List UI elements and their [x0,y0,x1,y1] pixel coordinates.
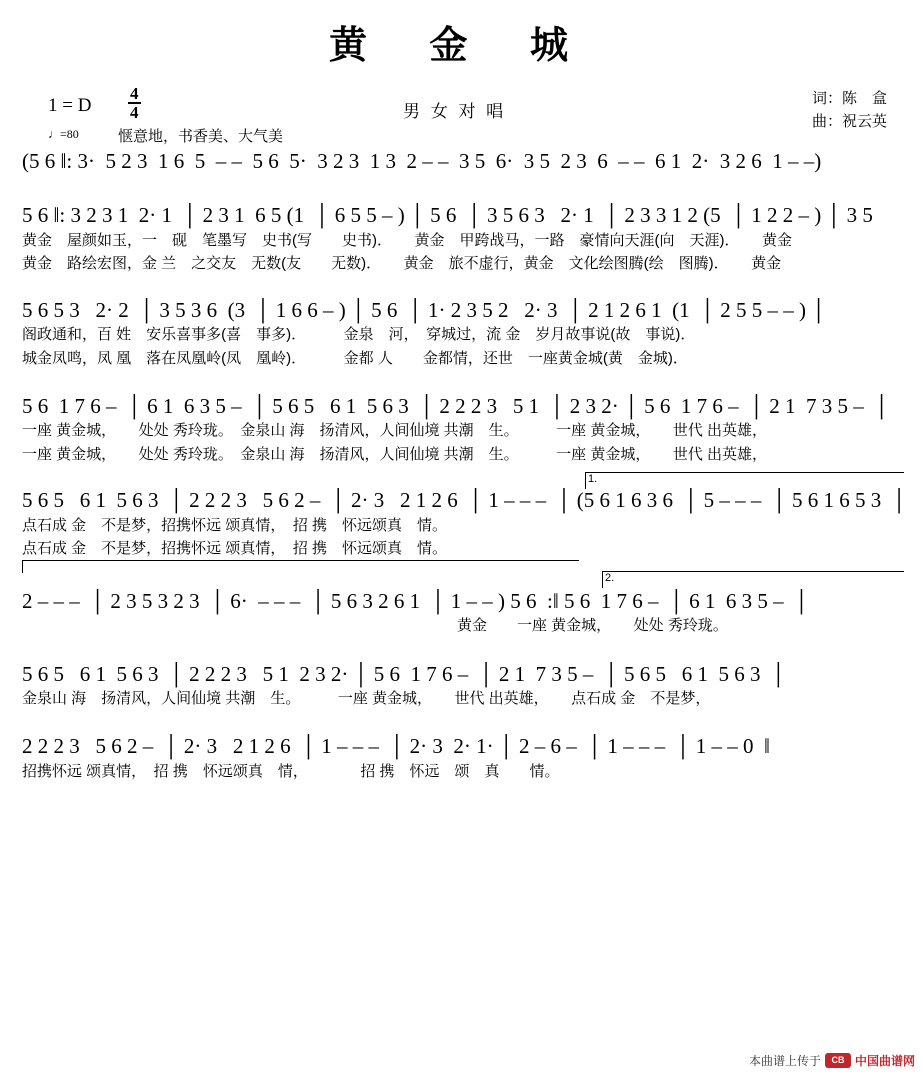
notation-line: 5 6 1 7 6 – │ 6 1 6 3 5 – │ 5 6 5 6 1 5 6 3 │ 2 2 2 3 5 1 │ 2 3 2· │ 5 6 1 7 6 – │ 2 1 7 3 5 – │ [22,394,890,419]
music-system [22,473,907,560]
notation-line: 5 6 ‖: 3 2 3 1 2· 1 │ 2 3 1 6 5 (1 │ 6 5 5 – ) │ 5 6 │ 3 5 6 3 2· 1 │ 2 3 3 1 2 (5 │ 1 2 2 – ) │ 3 5 [22,203,873,228]
lyric-line-verse2: 城金凤鸣，凤 凰 落在凤凰岭(凤 凰岭)． 金都 人 金都情，还世 一座黄金城(黄 金城)． [22,349,688,367]
music-system [22,201,901,275]
volta-bracket-1: 1. [585,472,904,489]
site-name: 中国曲谱网 [854,1054,915,1068]
music-system [22,732,901,783]
score-header [0,81,923,147]
notation-line: 2 2 2 3 5 6 2 – │ 2· 3 2 1 2 6 │ 1 – – – │ 2· 3 2· 1· │ 2 – 6 – │ 1 – – – │ 1 – – 0 ‖ [22,734,770,759]
lyric-line-verse1: 点石成 金 不是梦，招携怀远 颂真情， 招 携 怀远颂真 情。 [22,516,448,534]
lyric-line-verse1: 阁政通和，百 姓 安乐喜事多(喜 事多)． 金泉 河， 穿城过，流 金 岁月故事说(故 事说)． [22,326,696,344]
notation-line: (5 6 ‖: 3· 5 2 3 1 6 5 – – 5 6 5· 3 2 3 1 3 2 – – 3 5 6· 3 5 2 3 6 – – 6 1 2· 3 2 6 1 – –) [22,149,822,173]
lyric-line-verse1: 金泉山 海 扬清风，人间仙境 共潮 生。 一座 黄金城， 世代 出英雄， 点石成 金 不是梦， [22,689,711,707]
music-system [22,296,901,370]
lyric-line-verse1: 一座 黄金城， 处处 秀玲珑。 金泉山 海 扬清风，人间仙境 共潮 生。 一座 黄金城， 世代 出英雄， [22,422,768,440]
lyricist-credit: 词：陈 盒 [811,90,887,107]
site-logo-icon: CB [825,1053,851,1068]
notation-line: 5 6 5 6 1 5 6 3 │ 2 2 2 3 5 6 2 – │ 2· 3 2 1 2 6 │ 1 – – – │ (5 6 1 6 3 6 │ 5 – – – │ 5 6 1 6 5 3 │ [22,488,907,513]
page-title: 黄 金 城 [328,25,595,67]
music-system [22,660,901,711]
notation-line: 2 – – – │ 2 3 5 3 2 3 │ 6· – – – │ 5 6 3 2 6 1 │ 1 – – ) 5 6 :‖ 5 6 1 7 6 – │ 6 1 6 3 5 – │ [22,588,809,613]
lyric-line-verse2: 一座 黄金城， 处处 秀玲珑。 金泉山 海 扬清风，人间仙境 共潮 生。 一座 黄金城， 世代 出英雄， [22,445,768,463]
music-system [22,571,901,638]
footer-watermark [749,1052,915,1069]
notation-line: 5 6 5 3 2· 2 │ 3 5 3 6 (3 │ 1 6 6 – ) │ 5 6 │ 1· 2 3 5 2 2· 3 │ 2 1 2 6 1 (1 │ 2 5 5 – – ) │ [22,297,827,322]
footer-note: 本曲谱上传于 [748,1054,821,1068]
lyric-line-verse2: 点石成 金 不是梦，招携怀远 颂真情， 招 携 怀远颂真 情。 [22,540,448,558]
time-signature-denominator: 4 [130,103,139,122]
time-signature [128,85,141,121]
lyric-line-verse1: 黄金 一座 黄金城， 处处 秀玲珑。 [22,617,728,635]
key-signature: 1 = D [48,95,92,116]
repeat-continuation-line [22,560,579,573]
music-system [22,392,901,466]
volta-bracket-2: 2. [602,571,904,588]
music-system [22,147,901,175]
performance-style: 男 女 对 唱 [403,102,507,121]
tempo-marking: ♩=80 [48,127,79,141]
time-signature-numerator: 4 [130,84,139,103]
expression-marking: 惬意地，书香美、大气美 [118,128,284,145]
notation-line: 5 6 5 6 1 5 6 3 │ 2 2 2 3 5 1 2 3 2· │ 5 6 1 7 6 – │ 2 1 7 3 5 – │ 5 6 5 6 1 5 6 3 │ [22,661,786,686]
music-systems [0,147,923,783]
lyric-line-verse1: 招携怀远 颂真情， 招 携 怀远颂真 情， 招 携 怀远 颂 真 情。 [22,762,560,780]
lyric-line-verse2: 黄金 路绘宏图，金 兰 之交友 无数(友 无数)． 黄金 旅不虚行，黄金 文化绘图腾(绘 图腾)． 黄金 [22,255,782,273]
lyric-line-verse1: 黄金 屋颜如玉，一 砚 笔墨写 史书(写 史书)． 黄金 甲跨战马，一路 豪情向天涯(向 天涯)． 黄金 [22,231,792,249]
credits [812,87,887,134]
composer-credit: 曲：祝云英 [811,113,887,131]
